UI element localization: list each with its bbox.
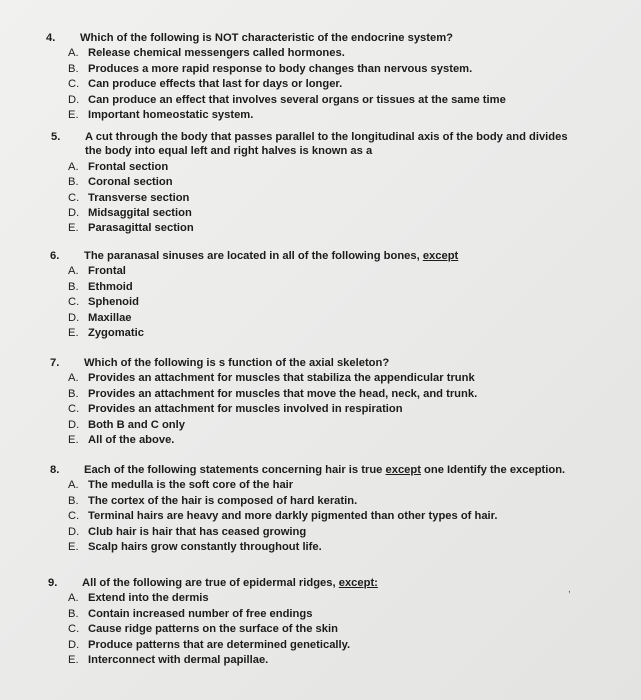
option-letter: A. [68, 47, 79, 60]
option-letter: D. [68, 207, 80, 220]
option-text: Can produce effects that last for days or longer. [88, 78, 343, 91]
question-number: 5. [51, 131, 61, 143]
option-letter: E. [68, 654, 79, 667]
option-letter: E. [68, 327, 79, 340]
answer-option [68, 494, 581, 509]
answer-options [68, 264, 581, 341]
question-text-part: Each of the following statements concerning hair is true [84, 464, 386, 476]
question-8 [32, 463, 581, 555]
answer-option [68, 295, 581, 310]
question-text-part: All of the following are true of epidermal ridges, [82, 577, 339, 589]
option-text: Produce patterns that are determined genetically. [88, 638, 351, 651]
option-text: Transverse section [88, 191, 190, 204]
answer-option [68, 46, 581, 61]
option-text: Provides an attachment for muscles involved in respiration [88, 403, 403, 416]
option-text: The medulla is the soft core of the hair [88, 479, 294, 492]
question-7 [32, 356, 581, 448]
option-letter: A. [68, 592, 79, 605]
option-text: Interconnect with dermal papillae. [88, 654, 269, 667]
question-emphasis: NOT [214, 32, 239, 44]
option-letter: E. [68, 541, 79, 554]
option-letter: A. [68, 479, 79, 492]
question-4 [32, 31, 581, 123]
option-text: Provides an attachment for muscles that move the head, neck, and trunk. [88, 387, 478, 400]
option-text: Club hair is hair that has ceased growing [88, 525, 307, 538]
answer-option [68, 540, 581, 555]
option-text: Contain increased number of free endings [88, 607, 313, 620]
option-letter: B. [68, 387, 79, 400]
answer-option [68, 206, 581, 221]
option-letter: A. [68, 372, 79, 385]
option-text: Sphenoid [88, 296, 139, 309]
option-text: All of the above. [88, 434, 175, 447]
option-text: Extend into the dermis [88, 592, 209, 605]
option-letter: D. [68, 418, 80, 431]
question-emphasis: except [422, 250, 459, 262]
answer-option [68, 264, 581, 279]
option-text: Provides an attachment for muscles that stabiliza the appendicular trunk [88, 372, 475, 385]
option-text: Produces a more rapid response to body changes than nervous system. [88, 62, 473, 75]
answer-options [68, 371, 581, 448]
question-text [84, 463, 581, 477]
option-text: Parasagittal section [88, 222, 194, 235]
option-letter: C. [68, 296, 80, 309]
answer-option [68, 478, 581, 493]
option-letter: C. [68, 191, 80, 204]
question-text [84, 249, 581, 263]
option-text: Ethmoid [88, 280, 133, 293]
question-text: Which of the following is s function of the axial skeleton? [84, 357, 390, 369]
option-letter: E. [68, 434, 79, 447]
answer-option [68, 433, 581, 448]
margin-mark: , [568, 584, 571, 595]
answer-option [68, 418, 581, 433]
option-text: Important homeostatic system. [88, 109, 254, 122]
option-letter: C. [68, 403, 80, 416]
question-text: A cut through the body that passes parallel to the longitudinal axis of the body and divides the body into equal left and right halves is known as a [85, 131, 568, 158]
answer-option [68, 371, 581, 386]
option-letter: D. [68, 93, 80, 106]
option-letter: B. [68, 176, 79, 189]
question-text-part: Which of the following is [80, 32, 215, 44]
answer-option [68, 622, 581, 637]
answer-options [68, 46, 581, 123]
answer-option [68, 402, 581, 417]
answer-option [68, 387, 581, 402]
option-letter: B. [68, 494, 79, 507]
answer-option [68, 525, 581, 540]
answer-options [68, 160, 581, 237]
answer-option [68, 607, 581, 622]
question-emphasis: except [385, 464, 421, 476]
option-text: Terminal hairs are heavy and more darkly pigmented than other types of hair. [88, 510, 498, 523]
answer-option [68, 108, 581, 123]
answer-option [68, 591, 581, 606]
option-letter: D. [68, 638, 80, 651]
answer-option [68, 638, 581, 653]
option-letter: E. [68, 109, 79, 122]
answer-option [68, 221, 581, 236]
question-number: 6. [50, 250, 60, 262]
question-number: 8. [50, 464, 60, 476]
question-emphasis: except: [338, 577, 378, 589]
option-text: Zygomatic [88, 327, 144, 340]
question-text-part: one Identify the exception. [420, 464, 566, 476]
answer-option [68, 160, 581, 175]
question-number: 4. [46, 32, 56, 44]
answer-option [68, 175, 581, 190]
option-letter: D. [68, 525, 80, 538]
option-text: The cortex of the hair is composed of hard keratin. [88, 494, 358, 507]
answer-option [68, 280, 581, 295]
option-text: Cause ridge patterns on the surface of the skin [88, 623, 338, 636]
answer-option [68, 311, 581, 326]
answer-option [68, 77, 581, 92]
option-letter: B. [68, 607, 79, 620]
option-letter: C. [68, 510, 80, 523]
option-text: Maxillae [88, 311, 132, 324]
option-letter: C. [68, 78, 80, 91]
answer-option [68, 62, 581, 77]
answer-option [68, 509, 581, 524]
question-text-part: characteristic of the endocrine system? [238, 32, 453, 44]
question-text [82, 576, 581, 590]
option-letter: D. [68, 311, 80, 324]
question-9 [32, 576, 581, 668]
question-number: 9. [48, 577, 58, 589]
option-text: Release chemical messengers called hormones. [88, 47, 345, 60]
question-text [80, 31, 581, 45]
question-text-part: The paranasal sinuses are located in all of the following bones, [84, 250, 423, 262]
question-number: 7. [50, 357, 60, 369]
answer-option [68, 653, 581, 668]
option-letter: C. [68, 623, 80, 636]
option-letter: E. [68, 222, 79, 235]
option-text: Frontal section [88, 160, 169, 173]
option-text: Coronal section [88, 176, 173, 189]
option-text: Frontal [88, 265, 126, 278]
option-letter: A. [68, 265, 79, 278]
answer-options [68, 478, 581, 555]
answer-options [68, 591, 581, 668]
option-text: Midsaggital section [88, 207, 192, 220]
option-letter: A. [68, 160, 79, 173]
question-6 [32, 249, 581, 341]
answer-option [68, 93, 581, 108]
option-text: Can produce an effect that involves several organs or tissues at the same time [88, 93, 506, 106]
answer-option [68, 191, 581, 206]
option-text: Scalp hairs grow constantly throughout life. [88, 541, 322, 554]
option-letter: B. [68, 280, 79, 293]
option-letter: B. [68, 62, 79, 75]
answer-option [68, 326, 581, 341]
question-5 [32, 130, 581, 237]
option-text: Both B and C only [88, 418, 185, 431]
